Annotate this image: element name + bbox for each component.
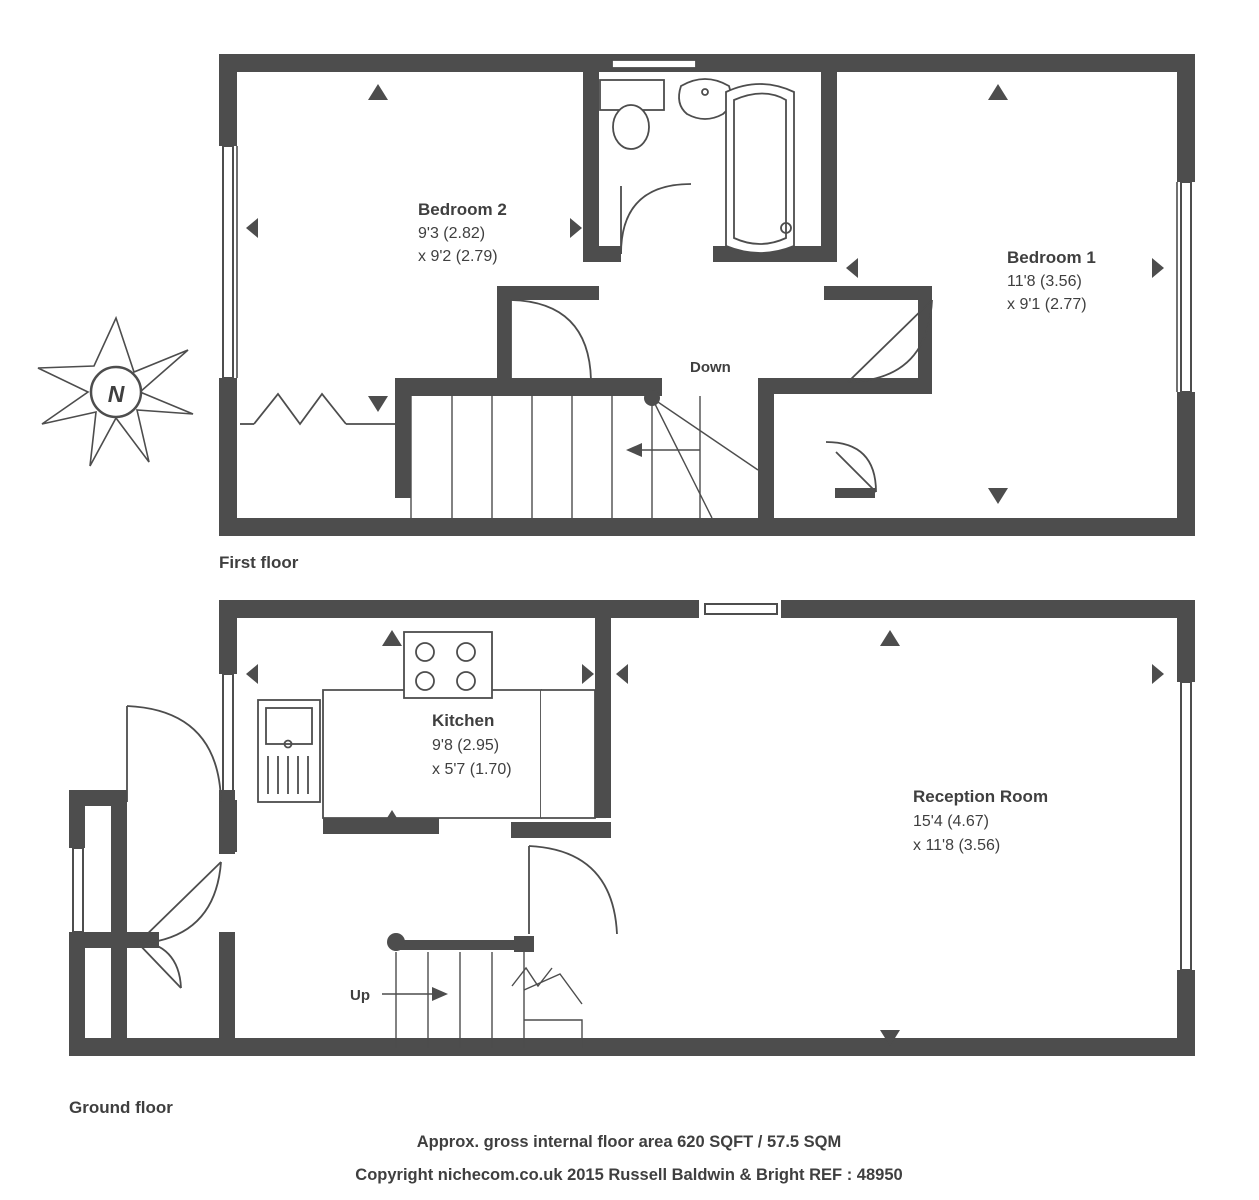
bedroom-1-dim-1: 11'8 (3.56)	[1007, 273, 1082, 290]
reception-dim-2: x 11'8 (3.56)	[913, 837, 1001, 854]
first-floor-plan	[219, 54, 1195, 572]
first-floor-caption: First floor	[219, 553, 299, 572]
stair-label-up: Up	[350, 987, 370, 1004]
footer-copyright-line: Copyright nichecom.co.uk 2015 Russell Baldwin & Bright REF : 48950	[355, 1166, 903, 1184]
kitchen-fixtures	[258, 632, 595, 818]
ground-floor-stairs	[382, 933, 582, 1048]
ground-floor-walls	[69, 600, 1195, 1056]
bedroom-2-name: Bedroom 2	[418, 200, 507, 219]
bedroom-2-dim-1: 9'3 (2.82)	[418, 225, 486, 242]
room-label-bedroom-2	[418, 200, 507, 265]
first-floor-walls	[219, 54, 1195, 536]
bedroom-2-dim-2: x 9'2 (2.79)	[418, 248, 498, 265]
ground-floor-caption: Ground floor	[69, 1098, 173, 1117]
first-floor-stairs	[411, 390, 758, 518]
footer	[355, 1133, 902, 1184]
bathroom-fixtures	[600, 60, 794, 254]
compass-rose	[38, 318, 193, 466]
kitchen-dim-2: x 5'7 (1.70)	[432, 761, 512, 778]
room-label-reception-room	[913, 787, 1048, 854]
reception-dim-1: 15'4 (4.67)	[913, 813, 989, 830]
reception-name: Reception Room	[913, 787, 1049, 806]
ground-floor-plan	[69, 600, 1195, 1117]
stair-label-down: Down	[690, 359, 731, 376]
bedroom-1-name: Bedroom 1	[1007, 248, 1096, 267]
footer-area-line: Approx. gross internal floor area 620 SQFT / 57.5 SQM	[416, 1133, 842, 1151]
kitchen-name: Kitchen	[432, 711, 495, 730]
bedroom-1-dim-2: x 9'1 (2.77)	[1007, 296, 1087, 313]
compass-north-label: N	[107, 381, 125, 407]
room-label-bedroom-1	[1007, 248, 1096, 313]
kitchen-dim-1: 9'8 (2.95)	[432, 737, 500, 754]
first-floor-windows	[237, 146, 1177, 392]
first-floor-markers	[246, 84, 1164, 504]
